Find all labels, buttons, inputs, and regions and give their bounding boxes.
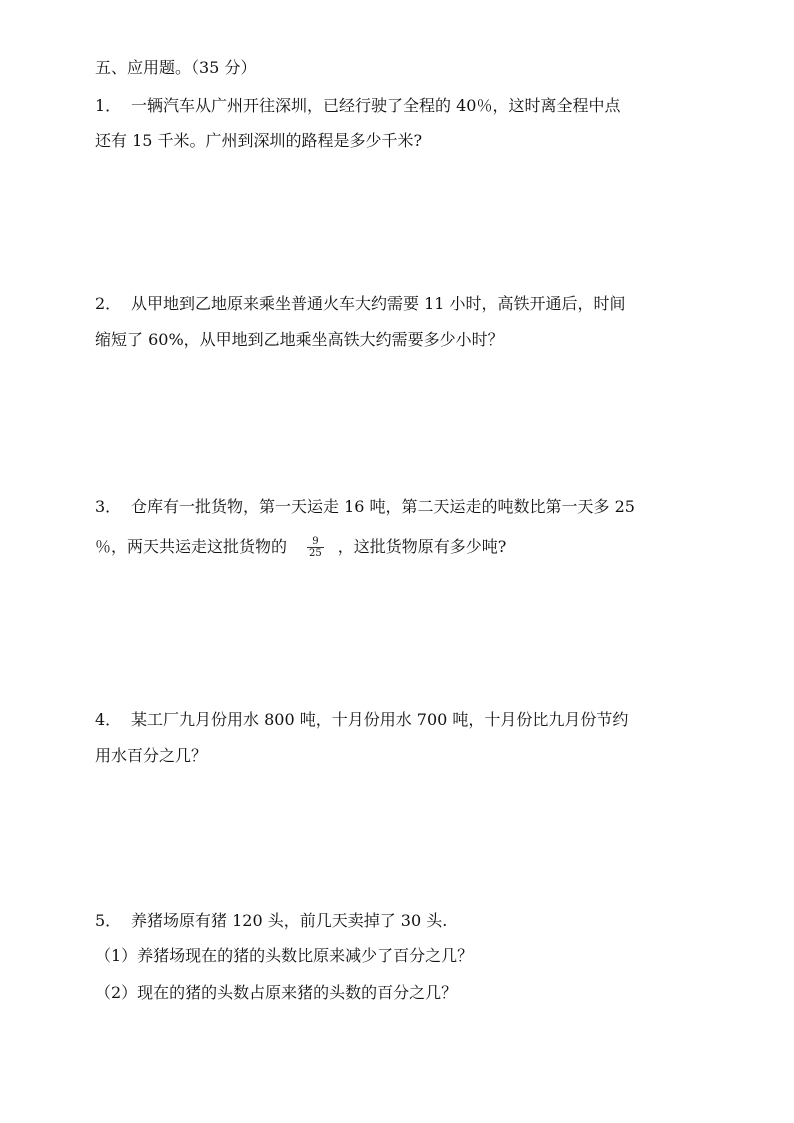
- question-4-line-1: [95, 710, 628, 730]
- question-2-line-2: 缩短了 60%，从甲地到乙地乘坐高铁大约需要多少小时？: [95, 330, 504, 349]
- question-2-text: 从甲地到乙地原来乘坐普通火车大约需要 11 小时，高铁开通后，时间: [131, 294, 626, 313]
- question-1-line-1: [95, 96, 620, 116]
- question-3-line-1: [95, 497, 635, 517]
- question-3-text-part-b: ，这批货物原有多少吨?: [337, 537, 507, 556]
- question-3-line-2: [95, 536, 506, 559]
- question-2-line-1: [95, 294, 626, 314]
- question-3-text: 仓库有一批货物，第一天运走 16 吨，第二天运走的吨数比第一天多 25: [131, 497, 635, 516]
- question-5-line-1: [95, 911, 447, 931]
- question-5-number: 5．: [95, 911, 122, 930]
- question-2-number: 2．: [95, 294, 122, 313]
- question-1-text: 一辆汽车从广州开往深圳，已经行驶了全程的 40％，这时离全程中点: [131, 96, 621, 115]
- question-4-text: 某工厂九月份用水 800 吨，十月份用水 700 吨，十月份比九月份节约: [131, 710, 629, 729]
- fraction-denominator: 25: [309, 548, 322, 559]
- question-4-line-2: 用水百分之几？: [95, 746, 208, 765]
- question-5-text: 养猪场原有猪 120 头，前几天卖掉了 30 头.: [131, 911, 448, 930]
- fraction-nine-twentyfifths: [307, 536, 324, 559]
- question-1-number: 1．: [95, 96, 122, 115]
- question-5-sub-1: （1）养猪场现在的猪的头数比原来减少了百分之几？: [95, 946, 474, 965]
- question-1-line-2: 还有 15 千米。广州到深圳的路程是多少千米?: [95, 131, 423, 150]
- question-5-sub-2: （2）现在的猪的头数占原来猪的头数的百分之几？: [95, 983, 458, 1002]
- fraction-numerator: 9: [312, 536, 319, 547]
- question-3-number: 3．: [95, 497, 122, 516]
- question-4-number: 4．: [95, 710, 122, 729]
- section-title: 五、应用题。（35 分）: [95, 58, 257, 77]
- question-3-text-part-a: ％，两天共运走这批货物的: [95, 537, 288, 556]
